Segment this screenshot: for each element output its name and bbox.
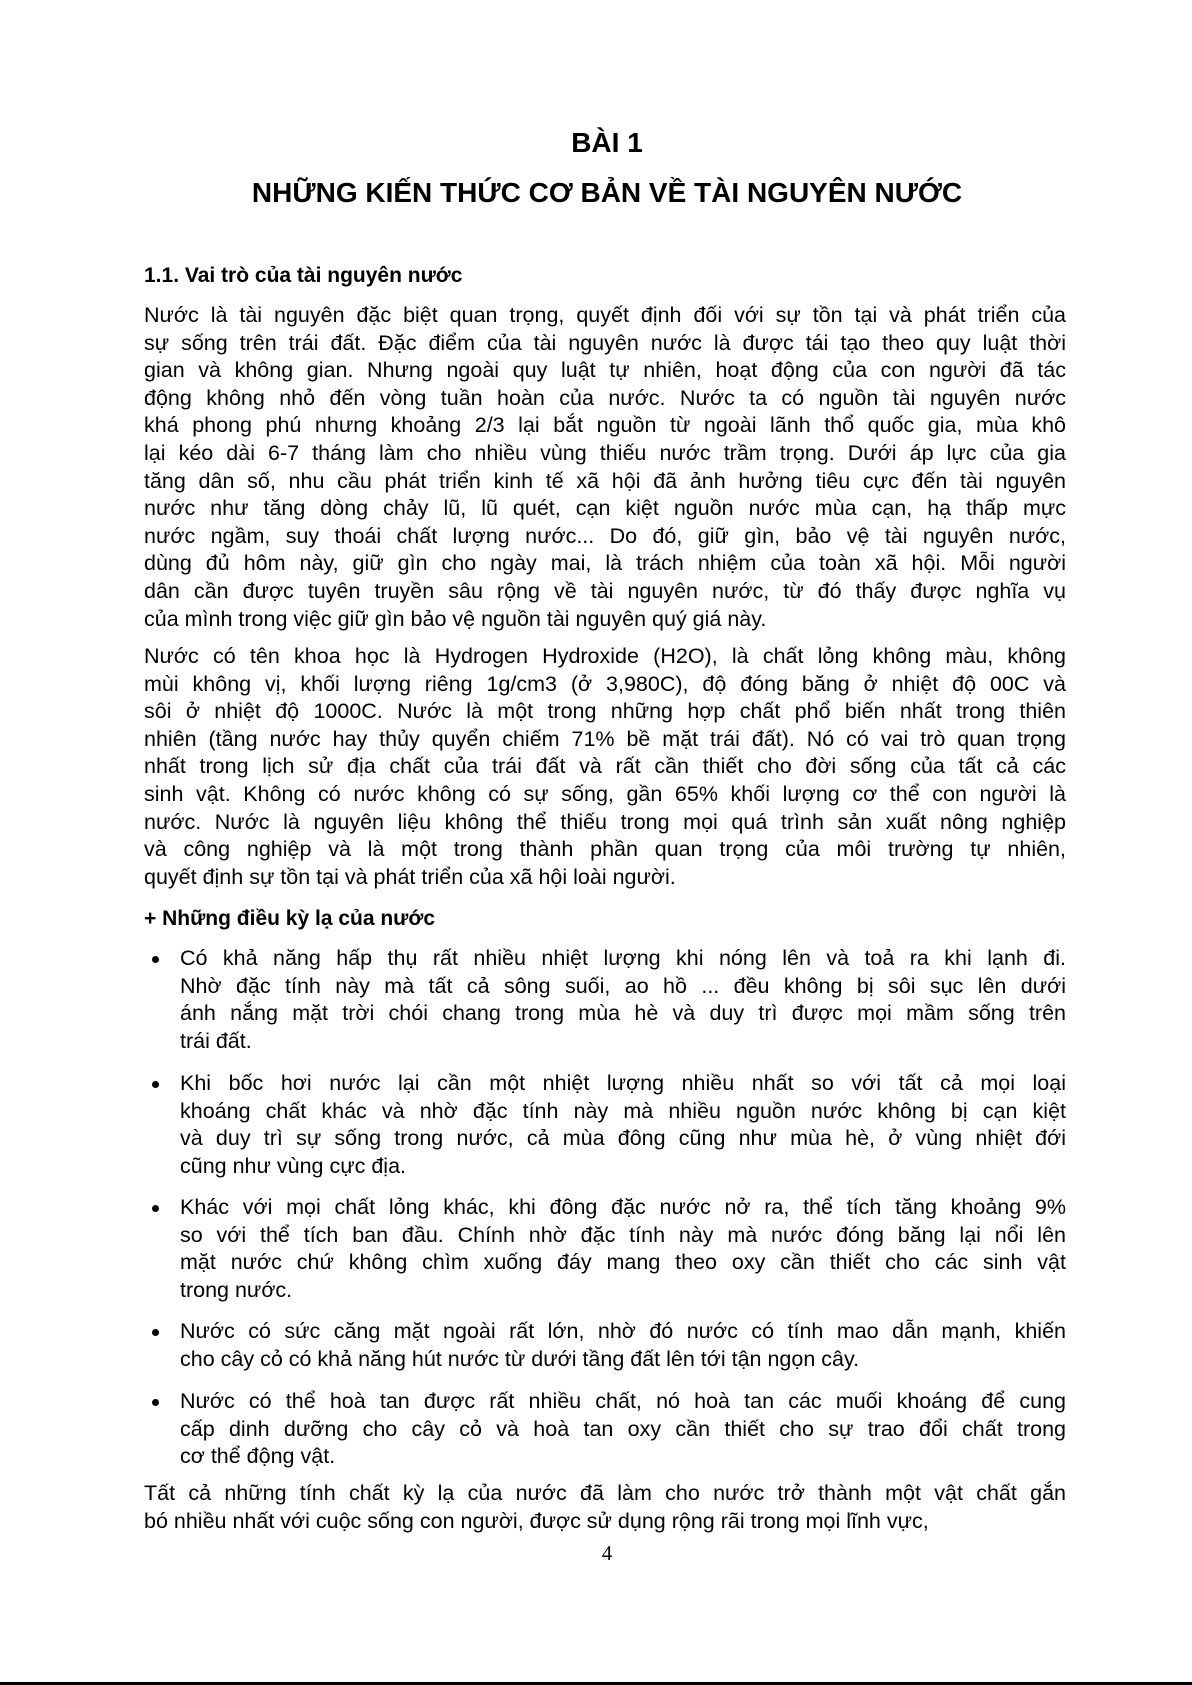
text-line: cơ thể động vật. — [180, 1444, 336, 1469]
lesson-number: BÀI 1 — [571, 127, 643, 158]
text-line: so với thể tích ban đầu. Chính nhờ đặc tính này mà nước đóng băng lại nổi lên — [180, 1222, 1066, 1247]
text-line: tăng dân số, nhu cầu phát triển kinh tế xã hội đã ảnh hưởng tiêu cực đến tài nguyên — [144, 468, 1066, 493]
text-line: ánh nắng mặt trời chói chang trong mùa hè và duy trì được mọi mầm sống trên — [180, 1001, 1066, 1026]
text-line: bó nhiều nhất với cuộc sống con người, được sử dụng rộng rãi trong mọi lĩnh vực, — [144, 1508, 929, 1533]
text-line: nhất trong lịch sử địa chất của trái đất và rất cần thiết cho đời sống của tất cả các — [144, 754, 1066, 779]
text-line: trái đất. — [180, 1028, 252, 1053]
text-line: lại kéo dài 6-7 tháng làm cho nhiều vùng thiếu nước trầm trọng. Dưới áp lực của gia — [144, 440, 1066, 465]
paragraph-role-of-water — [144, 302, 1066, 633]
text-line: và duy trì sự sống trong nước, cả mùa đông cũng như mùa hè, ở vùng nhiệt đới — [180, 1126, 1066, 1151]
text-line: Nước có tên khoa học là Hydrogen Hydroxide (H2O), là chất lỏng không màu, không — [144, 644, 1066, 668]
text-line: động không nhỏ đến vòng tuần hoàn của nước. Nước ta có nguồn tài nguyên nước — [144, 385, 1066, 410]
text-line: nhiên (tầng nước hay thủy quyển chiếm 71% bề mặt trái đất). Nó có vai trò quan trọng — [144, 726, 1066, 751]
subheading-wonders: + Những điều kỳ lạ của nước — [144, 907, 435, 930]
paragraph-water-properties — [144, 643, 1066, 891]
text-line: nước như tăng dòng chảy lũ, lũ quét, cạn kiệt nguồn nước mùa cạn, hạ thấp mực — [144, 496, 1066, 521]
bullet-item — [180, 1070, 1066, 1180]
bullet-icon — [152, 1205, 159, 1212]
text-line: Tất cả những tính chất kỳ lạ của nước đã làm cho nước trở thành một vật chất gắn — [144, 1481, 1066, 1505]
text-line: cũng như vùng cực địa. — [180, 1153, 407, 1178]
text-line: sự sống trên trái đất. Đặc điểm của tài nguyên nước là được tái tạo theo quy luật thời — [144, 330, 1066, 355]
section-heading: 1.1. Vai trò của tài nguyên nước — [144, 264, 463, 287]
text-line: Nước là tài nguyên đặc biệt quan trọng, quyết định đối với sự tồn tại và phát triển của — [144, 303, 1066, 327]
text-line: Có khả năng hấp thụ rất nhiều nhiệt lượng khi nóng lên và toả ra khi lạnh đi. — [180, 946, 1066, 970]
bullet-icon — [152, 1399, 159, 1406]
text-line: mặt nước chứ không chìm xuống đáy mang theo oxy cần thiết cho các sinh vật — [180, 1250, 1066, 1275]
text-line: của mình trong việc giữ gìn bảo vệ nguồn tài nguyên quý giá này. — [144, 606, 767, 631]
text-line: gian và không gian. Nhưng ngoài quy luật tự nhiên, hoạt động của con người đã tác — [144, 358, 1066, 383]
bullet-item — [180, 945, 1066, 1055]
text-line: trong nước. — [180, 1277, 293, 1302]
text-line: dùng đủ hôm này, giữ gìn cho ngày mai, là trách nhiệm của toàn xã hội. Mỗi người — [144, 551, 1066, 576]
bullet-icon — [152, 1081, 159, 1088]
bullet-icon — [152, 956, 159, 963]
bullet-item — [180, 1388, 1066, 1471]
text-line: khoáng chất khác và nhờ đặc tính này mà nhiều nguồn nước không bị cạn kiệt — [180, 1098, 1066, 1123]
text-line: và công nghiệp và là một trong thành phần quan trọng của môi trường tự nhiên, — [144, 837, 1066, 862]
bullet-item — [180, 1194, 1066, 1304]
text-line: nước. Nước là nguyên liệu không thể thiếu trong mọi quá trình sản xuất nông nghiệp — [144, 809, 1066, 834]
text-line: cho cây cỏ có khả năng hút nước từ dưới tầng đất lên tới tận ngọn cây. — [180, 1346, 860, 1371]
text-line: Khác với mọi chất lỏng khác, khi đông đặc nước nở ra, thể tích tăng khoảng 9% — [180, 1195, 1066, 1219]
page-number: 4 — [601, 1541, 613, 1565]
text-line: dân cần được tuyên truyền sâu rộng về tài nguyên nước, từ đó thấy được nghĩa vụ — [144, 578, 1066, 603]
text-line: Khi bốc hơi nước lại cần một nhiệt lượng nhiều nhất so với tất cả mọi loại — [180, 1071, 1066, 1095]
text-line: sôi ở nhiệt độ 1000C. Nước là một trong những hợp chất phổ biến nhất trong thiên — [144, 699, 1066, 724]
text-line: mùi không vị, khối lượng riêng 1g/cm3 (ở 3,980C), độ đóng băng ở nhiệt độ 00C và — [144, 671, 1066, 696]
text-line: quyết định sự tồn tại và phát triển của xã hội loài người. — [144, 864, 676, 889]
text-line: Nhờ đặc tính này mà tất cả sông suối, ao hồ ... đều không bị sôi sục lên dưới — [180, 973, 1066, 998]
text-line: Nước có sức căng mặt ngoài rất lớn, nhờ đó nước có tính mao dẫn mạnh, khiến — [180, 1319, 1066, 1343]
bullet-icon — [152, 1329, 159, 1336]
text-line: Nước có thể hoà tan được rất nhiều chất, nó hoà tan các muối khoáng để cung — [180, 1389, 1066, 1413]
text-line: cấp dinh dưỡng cho cây cỏ và hoà tan oxy cần thiết cho sự trao đổi chất trong — [180, 1416, 1066, 1441]
text-line: nước ngầm, suy thoái chất lượng nước... Do đó, giữ gìn, bảo vệ tài nguyên nước, — [144, 523, 1066, 548]
text-line: khá phong phú nhưng khoảng 2/3 lại bắt nguồn từ ngoài lãnh thổ quốc gia, mùa khô — [144, 413, 1066, 438]
text-line: sinh vật. Không có nước không có sự sống, gần 65% khối lượng cơ thể con người là — [144, 781, 1066, 806]
bullet-item — [180, 1318, 1066, 1373]
paragraph-conclusion — [144, 1480, 1066, 1535]
page-title: NHỮNG KIẾN THỨC CƠ BẢN VỀ TÀI NGUYÊN NƯỚC — [251, 177, 963, 208]
